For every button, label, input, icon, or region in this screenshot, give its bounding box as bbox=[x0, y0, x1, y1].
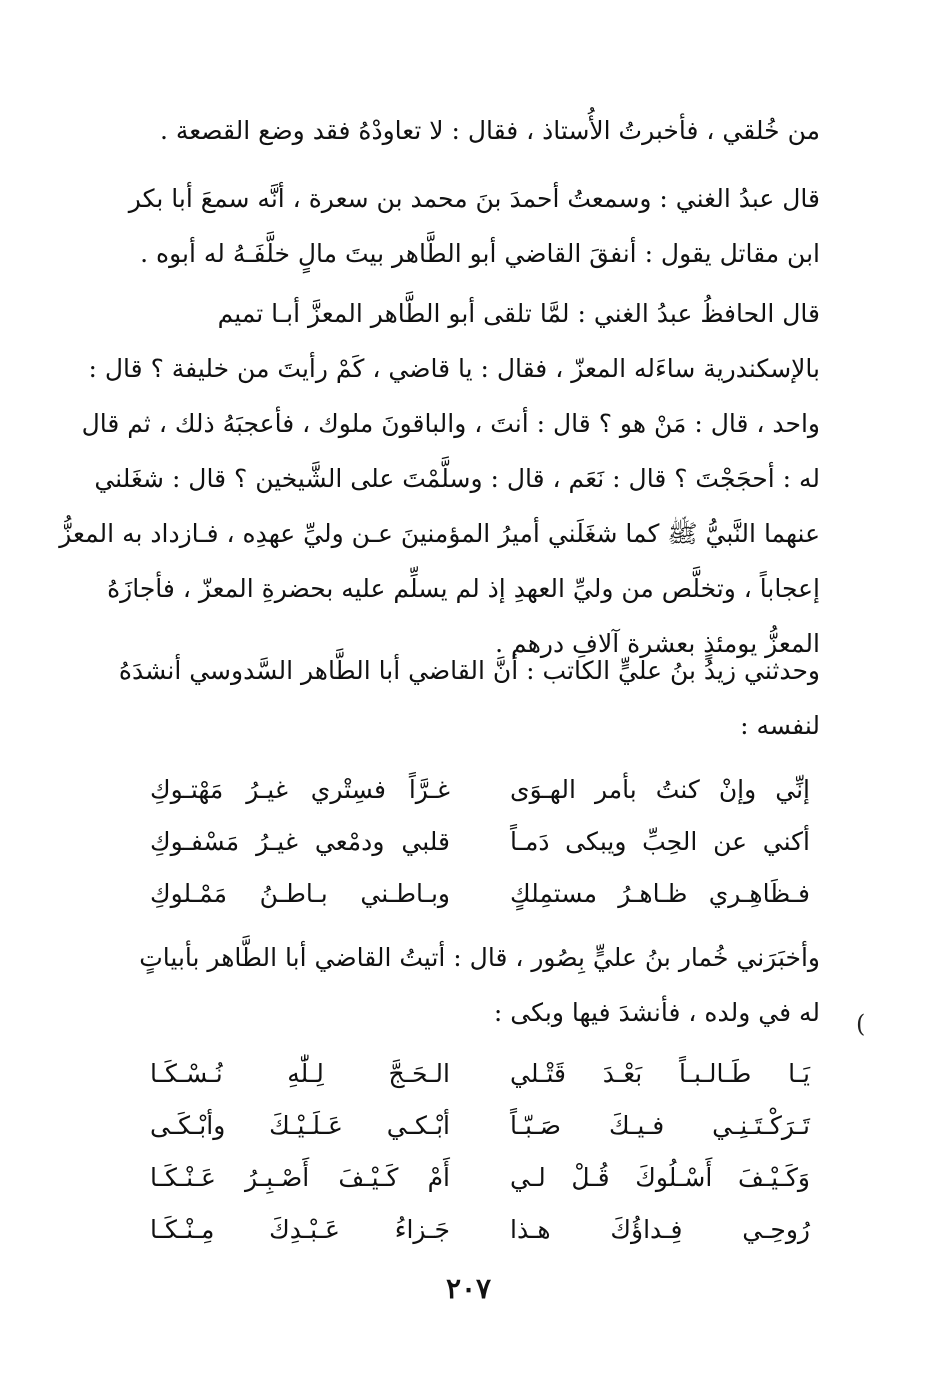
paragraph-4 bbox=[118, 643, 820, 753]
paragraph-5 bbox=[140, 930, 820, 1040]
first-hemistich: تَـرَكْـتَـنِـي فـيـكَ صَـبّـاً bbox=[510, 1111, 810, 1140]
first-hemistich: فـظَاهِـري ظـاهـرُ مستمِلكٍ bbox=[510, 879, 810, 908]
verse-line bbox=[150, 816, 810, 868]
poem-2 bbox=[150, 1048, 810, 1256]
text-line: لنفسه : bbox=[740, 711, 820, 740]
paragraph-1 bbox=[140, 103, 820, 158]
text-line: إعجاباً ، وتخلَّص من وليِّ العهدِ إذ لم يسلِّم عليه بحضرةِ المعزّ ، فأجازَهُ bbox=[107, 574, 820, 603]
text-line: بالإسكندرية ساءَله المعزّ ، فقال : يا قاضي ، كَمْ رأيتَ من خليفة ؟ قال : bbox=[88, 354, 820, 383]
second-hemistich: غـرَّاً فسِتْري غيـرُ مَهْتـوكِ bbox=[150, 775, 450, 804]
first-hemistich: يَـا طَـالـبـاً بَعْـدَ قَتْـلي bbox=[510, 1059, 810, 1088]
verse-line bbox=[150, 1152, 810, 1204]
paragraph-2 bbox=[128, 171, 820, 281]
second-hemistich: وبـاطـني بـاطـنُ مَمْـلوكِ bbox=[150, 879, 450, 908]
text-line: قال الحافظُ عبدُ الغني : لمَّا تلقى أبو الطَّاهر المعزَّ أبـا تميم bbox=[217, 299, 820, 328]
text-line: له : أحجَجْتَ ؟ قال : نَعَم ، قال : وسلَّمْتَ على الشَّيخين ؟ قال : شغَلني bbox=[94, 464, 820, 493]
second-hemistich: أَمْ كَـيْـفَ أَصْـبِـرُ عَـنْـكَـا bbox=[150, 1163, 450, 1192]
text-line: من خُلقي ، فأخبرتُ الأُستاذ ، فقال : لا تعاودْهُ فقد وضع القصعة . bbox=[159, 116, 820, 145]
text-line: قال عبدُ الغني : وسمعتُ أحمدَ بنَ محمد بن سعرة ، أنَّه سمعَ أبا بكر bbox=[128, 184, 820, 213]
second-hemistich: أبْـكـي عَـلَـيْـكَ وأبْـكَـى bbox=[150, 1111, 450, 1140]
margin-mark: ( bbox=[856, 1010, 866, 1038]
verse-line bbox=[150, 1204, 810, 1256]
text-line: له في ولده ، فأنشدَ فيها وبكى : bbox=[493, 998, 820, 1027]
verse-line bbox=[150, 1048, 810, 1100]
text-line: المعزُّ يومئذٍ بعشرة آلافِ درهم . bbox=[495, 629, 820, 658]
text-line: واحد ، قال : مَنْ هو ؟ قال : أنتَ ، والباقونَ ملوك ، فأعجبَهُ ذلك ، ثم قال bbox=[81, 409, 820, 438]
page-number: ٢٠٧ bbox=[445, 1272, 492, 1305]
text-line: وأخبَرَني خُمار بنُ عليٍّ بِصُور ، قال : أتيتُ القاضي أبا الطَّاهر بأبياتٍ bbox=[139, 943, 820, 972]
first-hemistich: إنِّي وإنْ كنتُ بأمر الهـوَى bbox=[510, 775, 810, 804]
paragraph-3 bbox=[59, 286, 820, 671]
verse-line bbox=[150, 868, 810, 920]
verse-line bbox=[150, 1100, 810, 1152]
second-hemistich: قلبي ودمْعي غيـرُ مَسْفـوكِ bbox=[150, 827, 450, 856]
text-line: ابن مقاتل يقول : أنفقَ القاضي أبو الطَّاهر بيتَ مالٍ خلَّفَـهُ له أبوه . bbox=[140, 239, 820, 268]
second-hemistich: جَـزاءُ عَـبْـدِكَ مِـنْـكَـا bbox=[150, 1215, 450, 1244]
first-hemistich: أكني عن الحِبِّ ويبكى دَمـاً bbox=[510, 827, 810, 856]
poem-1 bbox=[150, 764, 810, 920]
second-hemistich: الـحَـجَّ لِـلّٰهِ نُـسْـكَـا bbox=[150, 1059, 450, 1088]
verse-line bbox=[150, 764, 810, 816]
first-hemistich: رُوحِـي فِـداؤُكَ هـذا bbox=[510, 1215, 810, 1244]
first-hemistich: وَكَـيْـفَ أَسْـلُوكَ قُـلْ لـي bbox=[510, 1163, 810, 1192]
text-line: عنهما النَّبيُّ ﷺ كما شغَلَني أميرُ المؤمنينَ عـن وليِّ عهدِه ، فـازداد به المعزُّ bbox=[59, 519, 820, 548]
text-line: وحدثني زيدُ بنُ عليٍّ الكاتب : أنَّ القاضي أبا الطَّاهر السَّدوسي أنشدَهُ bbox=[118, 656, 820, 685]
